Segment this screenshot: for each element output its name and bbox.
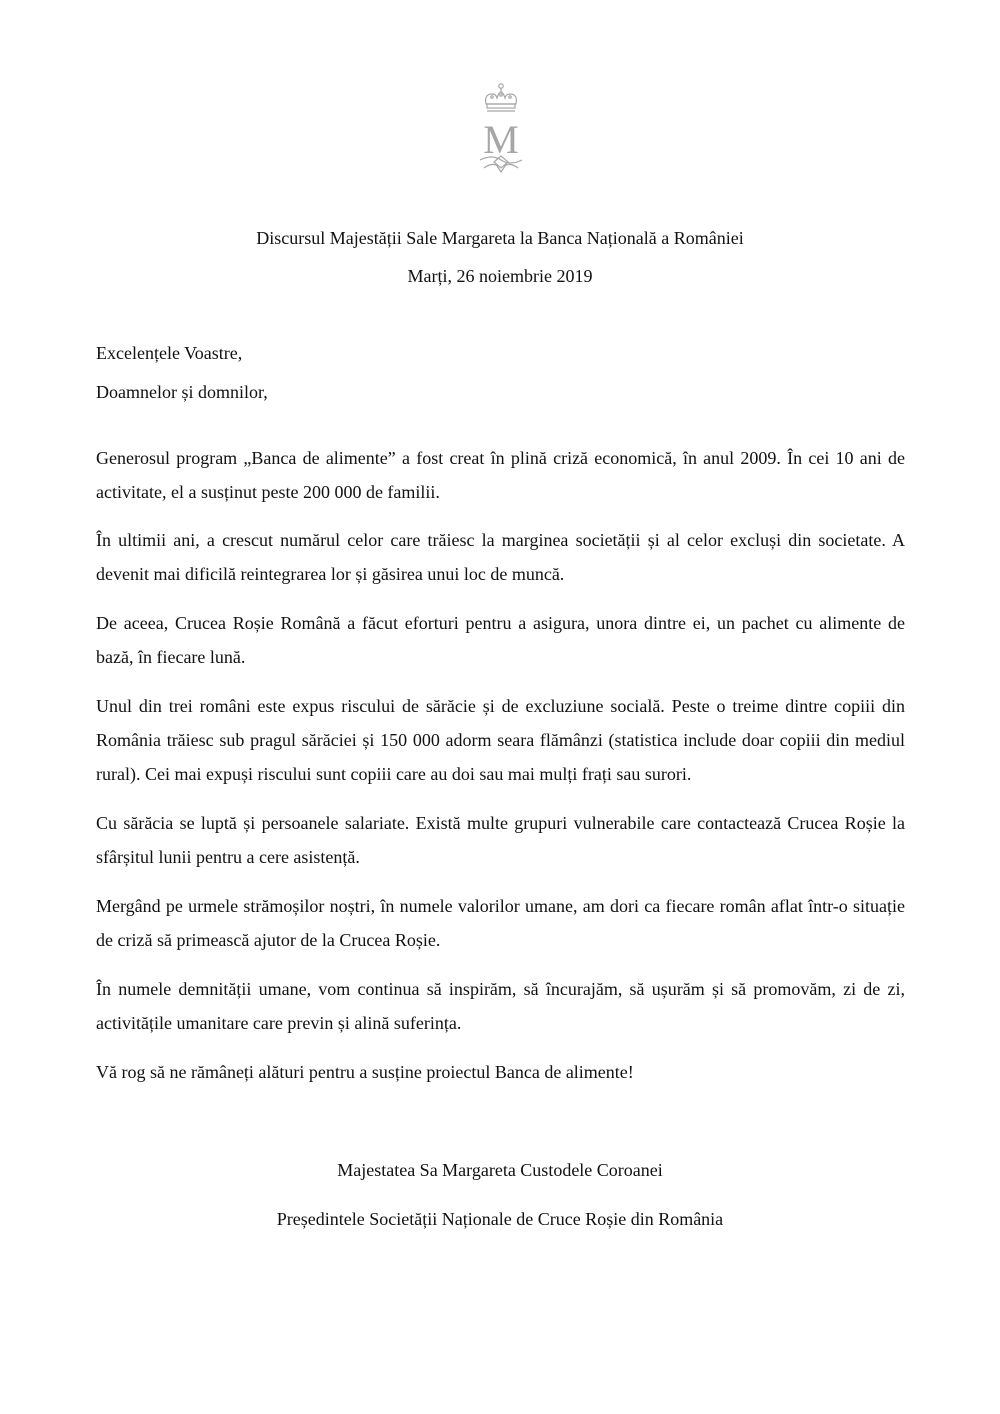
paragraph: Cu sărăcia se luptă și persoanele salariate. Există multe grupuri vulnerabile care contactează Crucea Roșie la sfârșitul lunii pentru a cere asistență. — [96, 813, 905, 867]
paragraph: În numele demnității umane, vom continua să inspirăm, să încurajăm, să ușurăm și să promovăm, zi de zi, activitățile umanitare care previn și alină suferința. — [96, 979, 905, 1033]
greeting-line: Excelențele Voastre, — [96, 343, 243, 363]
royal-monogram-icon — [470, 82, 532, 176]
svg-text:M: M — [483, 117, 519, 162]
paragraph: De aceea, Crucea Roșie Română a făcut eforturi pentru a asigura, unora dintre ei, un pachet cu alimente de bază, în fiecare lună. — [96, 613, 905, 667]
signature-title: Președintele Societății Naționale de Cruce Roșie din România — [276, 1209, 724, 1229]
speech-date: Marți, 26 noiembrie 2019 — [407, 266, 593, 286]
greeting-line: Doamnelor și domnilor, — [96, 382, 268, 402]
paragraph: Generosul program „Banca de alimente” a fost creat în plină criză economică, în anul 2009. În cei 10 ani de activitate, el a susținut peste 200 000 de familii. — [96, 448, 905, 502]
speech-title: Discursul Majestății Sale Margareta la Banca Națională a României — [256, 228, 744, 248]
paragraph: Vă rog să ne rămâneți alături pentru a susține proiectul Banca de alimente! — [96, 1062, 634, 1082]
paragraph: În ultimii ani, a crescut numărul celor care trăiesc la marginea societății și al celor excluși din societate. A devenit mai dificilă reintegrarea lor și găsirea unui loc de muncă. — [96, 530, 905, 584]
signature-name: Majestatea Sa Margareta Custodele Coroanei — [337, 1160, 663, 1180]
paragraph: Unul din trei români este expus riscului de sărăcie și de excluziune socială. Peste o treime dintre copiii din România trăiesc sub pragul sărăciei și 150 000 adorm seara flămânzi (statistica include doar copiii din mediul rural). Cei mai expuși riscului sunt copiii care au doi sau mai mulți frați sau surori. — [96, 696, 905, 784]
paragraph: Mergând pe urmele strămoșilor noștri, în numele valorilor umane, am dori ca fiecare român aflat într-o situație de criză să primească ajutor de la Crucea Roșie. — [96, 896, 905, 950]
